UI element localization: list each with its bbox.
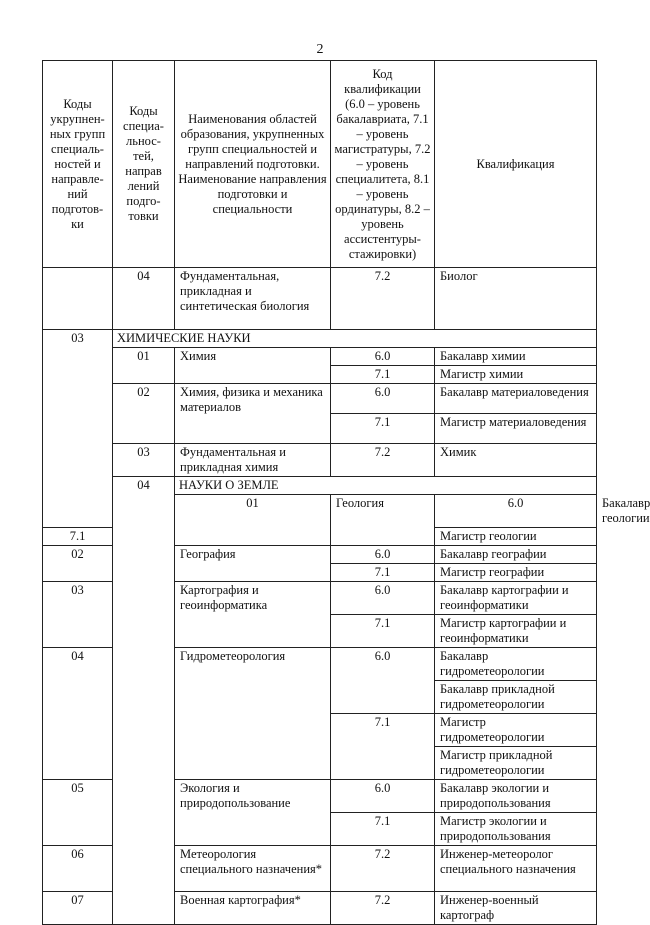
specialty-name: Химия, физика и механика материалов (175, 384, 331, 444)
specialty-code: 04 (113, 268, 175, 330)
header-qualification: Квалификация (435, 61, 597, 268)
specialty-name: Гидрометеорология (175, 648, 331, 780)
group-title: НАУКИ О ЗЕМЛЕ (175, 477, 597, 495)
header-names: Наименования областей образования, укрупненных групп специальностей и направлений подготовки. Наименование направления подготовки и специальности (175, 61, 331, 268)
specialty-code: 07 (43, 892, 113, 925)
specialty-code: 05 (43, 780, 113, 846)
specialty-name: География (175, 546, 331, 582)
qualification-code: 6.0 (331, 780, 435, 813)
qualification-code: 7.2 (331, 268, 435, 330)
specialty-code: 03 (113, 444, 175, 477)
header-group-codes: Коды укрупнен-ных групп специаль-ностей и направле-ний подготов-ки (43, 61, 113, 268)
qualification-code: 7.1 (331, 564, 435, 582)
qualification-code: 6.0 (331, 582, 435, 615)
qualification-code: 7.1 (331, 414, 435, 444)
page-number: 2 (316, 42, 324, 57)
qualification-code: 7.2 (331, 892, 435, 925)
qualification-code: 6.0 (331, 648, 435, 714)
qualification-code: 6.0 (435, 495, 597, 528)
header-row (43, 61, 597, 268)
qualification: Магистр экологии и природопользования (435, 813, 597, 846)
table-row (43, 384, 597, 414)
specialty-name: Метеорология специального назначения* (175, 846, 331, 892)
specialty-name: Военная картография* (175, 892, 331, 925)
qualification: Бакалавр материаловедения (435, 384, 597, 414)
qualification-code: 6.0 (331, 546, 435, 564)
specialty-code: 02 (43, 546, 113, 582)
table-row (43, 348, 597, 366)
specialty-code: 04 (43, 648, 113, 780)
qualification: Магистр картографии и геоинформатики (435, 615, 597, 648)
specialty-code: 01 (175, 495, 331, 546)
qualification: Инженер-военный картограф (435, 892, 597, 925)
specialty-code: 06 (43, 846, 113, 892)
group-title: ХИМИЧЕСКИЕ НАУКИ (113, 330, 597, 348)
qualification: Бакалавр химии (435, 348, 597, 366)
qualification: Биолог (435, 268, 597, 330)
specialty-name: Химия (175, 348, 331, 384)
qualification: Химик (435, 444, 597, 477)
qualification: Магистр географии (435, 564, 597, 582)
qualification-code: 7.2 (331, 444, 435, 477)
qualification-code: 7.1 (331, 714, 435, 780)
qualification-table (42, 60, 650, 925)
specialty-name: Фундаментальная, прикладная и синтетическая биология (175, 268, 331, 330)
table-row: 01 Геология 6.0 Бакалавр геологии (43, 495, 597, 528)
qualification: Магистр геологии (435, 528, 597, 546)
group-row (43, 477, 597, 495)
qualification: Бакалавр прикладной гидрометеорологии (435, 681, 597, 714)
specialty-code: 02 (113, 384, 175, 444)
qualification-code: 6.0 (331, 348, 435, 366)
specialty-name: Фундаментальная и прикладная химия (175, 444, 331, 477)
group-code: 04 (113, 477, 175, 925)
qualification-code: 7.1 (331, 813, 435, 846)
qualification: Бакалавр гидрометеорологии (435, 648, 597, 681)
header-specialty-codes: Коды специа-льнос-тей, направ лений подго-товки (113, 61, 175, 268)
header-qualification-code: Код квалификации (6.0 – уровень бакалавриата, 7.1 – уровень магистратуры, 7.2 – уровень специалитета, 8.1 – уровень ординатуры, 8.2 – уровень ассистентуры-стажировки) (331, 61, 435, 268)
qualification: Инженер-метеоролог специального назначения (435, 846, 597, 892)
qualification: Магистр химии (435, 366, 597, 384)
specialty-name: Геология (331, 495, 435, 546)
qualification: Магистр материаловедения (435, 414, 597, 444)
qualification-code: 7.1 (331, 366, 435, 384)
qualification: Магистр гидрометеорологии (435, 714, 597, 747)
qualification: Бакалавр географии (435, 546, 597, 564)
specialty-code: 01 (113, 348, 175, 384)
specialty-name: Экология и природопользование (175, 780, 331, 846)
group-row (43, 330, 597, 348)
table-row (43, 268, 597, 330)
qualification: Бакалавр экологии и природопользования (435, 780, 597, 813)
qualification-code: 7.2 (331, 846, 435, 892)
group-code: 03 (43, 330, 113, 528)
qualification: Бакалавр картографии и геоинформатики (435, 582, 597, 615)
qualification: Магистр прикладной гидрометеорологии (435, 747, 597, 780)
qualification-code: 7.1 (43, 528, 113, 546)
specialty-code: 03 (43, 582, 113, 648)
qualification-code: 7.1 (331, 615, 435, 648)
qualification-code: 6.0 (331, 384, 435, 414)
specialty-name: Картография и геоинформатика (175, 582, 331, 648)
table-row (43, 444, 597, 477)
